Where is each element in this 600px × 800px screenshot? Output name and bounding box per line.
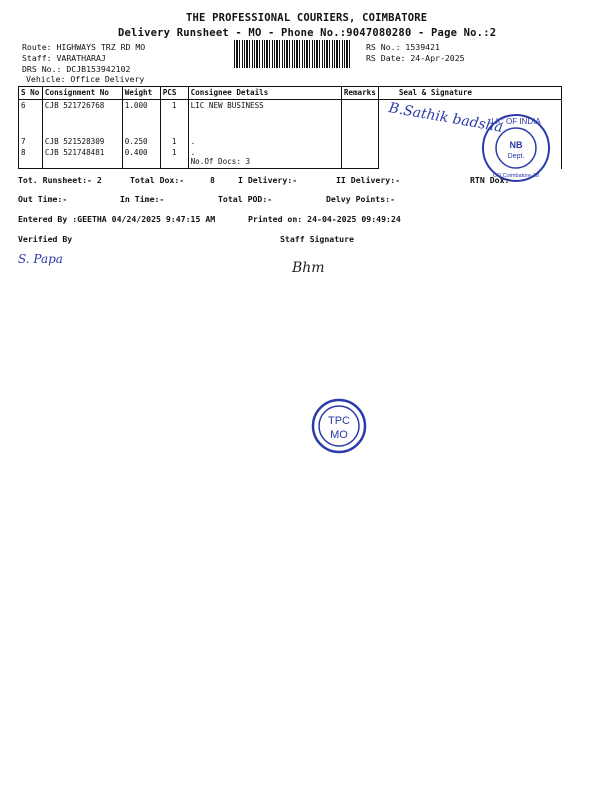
- printed-on: Printed on: 24-04-2025 09:49:24: [248, 214, 401, 224]
- tpc-stamp-top: TPC: [328, 415, 350, 427]
- total-pod: Total POD:-: [218, 194, 273, 204]
- cell-consignee-value: .: [190, 147, 196, 157]
- total-dox-value: 8: [210, 175, 215, 185]
- ii-delivery: II Delivery:-: [336, 175, 401, 185]
- header-consignment: Consignment No: [42, 87, 122, 100]
- lic-stamp-bottom: CO Coimbatore-18: [492, 173, 540, 179]
- cell-pcs: 1: [160, 147, 188, 169]
- staff-signature-label: Staff Signature: [280, 234, 354, 244]
- cell-consignee: LIC NEW BUSINESS: [188, 100, 341, 136]
- cell-pcs: 1: [160, 136, 188, 147]
- header-seal: [378, 87, 561, 100]
- header-remarks: Remarks: [341, 87, 378, 100]
- tot-runsheet: Tot. Runsheet:- 2: [18, 175, 102, 185]
- total-dox-label: Total Dox:-: [130, 175, 185, 185]
- i-delivery: I Delivery:-: [238, 175, 298, 185]
- cell-consignment: CJB 521528309: [42, 136, 122, 147]
- header-pcs: PCS: [160, 87, 188, 100]
- runsheet-title: Delivery Runsheet - MO - Phone No.:9047080280 - Page No.:2: [118, 27, 497, 39]
- staff-handwritten-signature: Bhm: [292, 260, 325, 276]
- cell-remarks: [341, 147, 378, 169]
- header-seal-label: Seal & Signature: [398, 88, 472, 97]
- cell-consignment: CJB 521726768: [42, 100, 122, 136]
- company-title: THE PROFESSIONAL COURIERS, COIMBATORE: [186, 12, 428, 24]
- lic-stamp: [480, 112, 552, 184]
- cell-consignee: .: [188, 136, 341, 147]
- staff-text: Staff: VARATHARAJ: [22, 53, 106, 63]
- vehicle-text: Vehicle: Office Delivery: [26, 74, 145, 84]
- cell-sno: 8: [19, 147, 43, 169]
- header-consignee: Consignee Details: [188, 87, 341, 100]
- lic-stamp-center2: Dept.: [507, 153, 525, 160]
- docs-count: No.Of Docs: 3: [190, 156, 251, 166]
- header-sno: S No: [19, 87, 43, 100]
- drs-text: DRS No.: DCJB153942102: [22, 64, 131, 74]
- rtn-dox: RTN Dox:: [470, 175, 510, 185]
- rs-no-text: RS No.: 1539421: [366, 42, 440, 52]
- verified-by-label: Verified By: [18, 234, 73, 244]
- cell-remarks: [341, 100, 378, 136]
- tpc-stamp: [311, 398, 367, 454]
- cell-weight: 1.000: [122, 100, 160, 136]
- table-header-row: [19, 87, 562, 100]
- cell-weight: 0.250: [122, 136, 160, 147]
- barcode: [234, 40, 350, 68]
- cell-pcs: 1: [160, 100, 188, 136]
- delvy-points: Delvy Points:-: [326, 194, 396, 204]
- cell-weight: 0.400: [122, 147, 160, 169]
- cell-sno: 6: [19, 100, 43, 136]
- verified-signature: S. Papa: [18, 252, 63, 266]
- cell-consignment: CJB 521748481: [42, 147, 122, 169]
- route-text: Route: HIGHWAYS TRZ RD MO: [22, 42, 146, 52]
- lic-stamp-center1: NB: [509, 140, 523, 150]
- lic-stamp-ring-text: LIC OF INDIA: [491, 117, 541, 126]
- header-weight: Weight: [122, 87, 160, 100]
- tpc-stamp-bottom: MO: [330, 429, 348, 441]
- cell-sno: 7: [19, 136, 43, 147]
- rs-date-text: RS Date: 24-Apr-2025: [366, 53, 465, 63]
- entered-by: Entered By :GEETHA 04/24/2025 9:47:15 AM: [18, 214, 216, 224]
- in-time: In Time:-: [120, 194, 165, 204]
- seal-signature: B.Sathik badsha: [387, 100, 505, 136]
- cell-consignee: [188, 147, 341, 169]
- cell-remarks: [341, 136, 378, 147]
- out-time: Out Time:-: [18, 194, 68, 204]
